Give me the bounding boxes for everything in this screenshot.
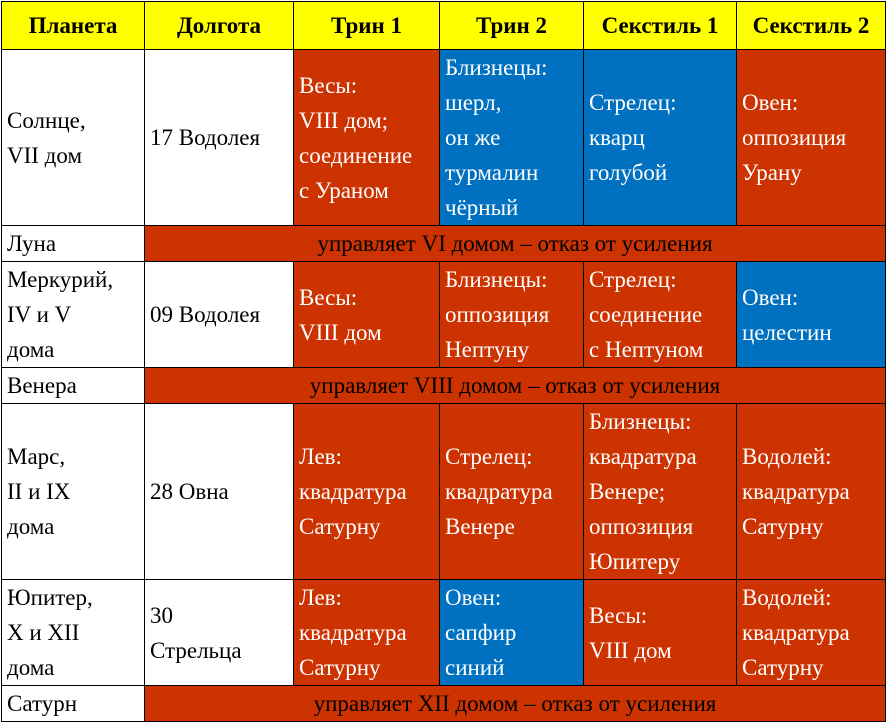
- aspect-line: Водолей:: [742, 585, 832, 610]
- longitude-line: Стрельца: [150, 637, 242, 663]
- planet-line: дома: [7, 655, 55, 680]
- aspect-line: сапфир: [445, 620, 517, 645]
- astrology-table: [1, 1, 886, 722]
- header-row: [2, 2, 886, 50]
- refusal-note-saturn: управляет XII домом – отказ от усиления: [145, 686, 886, 722]
- aspect-line: Юпитеру: [589, 549, 681, 574]
- planet-line: дома: [7, 337, 55, 362]
- table-row-sun: [2, 50, 886, 226]
- header-trine-1: Трин 1: [294, 2, 440, 50]
- aspect-line: Овен:: [742, 90, 799, 115]
- longitude-cell-jupiter: [145, 580, 294, 686]
- aspect-line: Водолей:: [742, 444, 832, 469]
- aspect-line: с Ураном: [299, 177, 389, 203]
- aspect-line: Сатурну: [299, 514, 381, 539]
- longitude-cell-mercury: [145, 262, 294, 368]
- planet-line: Юпитер,: [7, 585, 93, 610]
- aspect-line: VIII дом;: [299, 107, 389, 133]
- sextile1-cell-sun: [584, 50, 737, 226]
- aspect-line: Стрелец:: [589, 90, 677, 115]
- trine1-cell-mars: [294, 404, 440, 580]
- aspect-line: Сатурну: [299, 655, 381, 680]
- trine2-cell-sun: [440, 50, 584, 226]
- aspect-line: Сатурну: [742, 514, 824, 539]
- aspect-line: Весы:: [589, 602, 648, 628]
- planet-line: Марс,: [7, 444, 66, 469]
- table-row-mars: [2, 404, 886, 580]
- aspect-line: Стрелец:: [445, 444, 533, 469]
- aspect-line: VIII дом: [589, 637, 672, 663]
- sextile2-cell-jupiter: [737, 580, 886, 686]
- table-row-moon: [2, 226, 886, 262]
- aspect-line: квадратура: [742, 479, 850, 504]
- planet-line: IV и V: [7, 302, 72, 327]
- header-sextile-2: Секстиль 2: [737, 2, 886, 50]
- trine1-cell-mercury: [294, 262, 440, 368]
- aspect-line: Венере;: [589, 479, 666, 504]
- table-row-jupiter: [2, 580, 886, 686]
- aspect-line: оппозиция: [589, 514, 694, 539]
- aspect-line: с Нептуном: [589, 337, 704, 362]
- table-row-saturn: [2, 686, 886, 722]
- planet-cell-venus: [2, 368, 145, 404]
- aspect-line: Овен:: [742, 284, 799, 310]
- planet-cell-mercury: [2, 262, 145, 368]
- aspect-line: Венере: [445, 514, 515, 539]
- longitude-line: 28 Овна: [150, 479, 229, 504]
- aspect-line: шерл,: [445, 90, 502, 115]
- aspect-line: квадратура: [299, 620, 407, 645]
- aspect-line: Близнецы:: [445, 267, 548, 292]
- trine2-cell-mercury: [440, 262, 584, 368]
- trine2-cell-jupiter: [440, 580, 584, 686]
- planet-line: дома: [7, 514, 55, 539]
- table-row-venus: [2, 368, 886, 404]
- aspect-line: синий: [445, 655, 505, 680]
- aspect-line: оппозиция: [445, 302, 550, 327]
- table-row-mercury: [2, 262, 886, 368]
- longitude-cell-mars: [145, 404, 294, 580]
- refusal-note-venus: управляет VIII домом – отказ от усиления: [145, 368, 886, 404]
- planet-cell-sun: [2, 50, 145, 226]
- aspect-line: квадратура: [445, 479, 553, 504]
- aspect-line: квадратура: [299, 479, 407, 504]
- trine2-cell-mars: [440, 404, 584, 580]
- planet-cell-jupiter: [2, 580, 145, 686]
- planet-line: X и XII: [7, 620, 80, 645]
- aspect-line: он же: [445, 125, 501, 150]
- aspect-line: оппозиция: [742, 125, 847, 150]
- header-planet: Планета: [2, 2, 145, 50]
- longitude-cell-sun: [145, 50, 294, 226]
- aspect-line: кварц: [589, 125, 645, 150]
- trine1-cell-sun: [294, 50, 440, 226]
- refusal-note-moon: управляет VI домом – отказ от усиления: [145, 226, 886, 262]
- aspect-line: Нептуну: [445, 337, 530, 362]
- sextile1-cell-mercury: [584, 262, 737, 368]
- longitude-line: 30: [150, 602, 173, 628]
- planet-line: Луна: [7, 231, 57, 256]
- aspect-line: квадратура: [589, 444, 697, 469]
- aspect-line: соединение: [299, 142, 413, 168]
- aspect-line: целестин: [742, 319, 832, 345]
- aspect-line: голубой: [589, 160, 668, 185]
- aspect-line: квадратура: [742, 620, 850, 645]
- sextile2-cell-sun: [737, 50, 886, 226]
- header-trine-2: Трин 2: [440, 2, 584, 50]
- aspect-line: VIII дом: [299, 319, 382, 345]
- aspect-line: турмалин: [445, 160, 539, 185]
- sextile2-cell-mars: [737, 404, 886, 580]
- planet-line: Солнце,: [7, 107, 86, 133]
- sextile1-cell-mars: [584, 404, 737, 580]
- sextile1-cell-jupiter: [584, 580, 737, 686]
- aspect-line: соединение: [589, 302, 703, 327]
- aspect-line: Сатурну: [742, 655, 824, 680]
- aspect-line: Близнецы:: [589, 409, 692, 434]
- planet-line: II и IX: [7, 479, 71, 504]
- planet-line: Сатурн: [7, 691, 78, 716]
- planet-line: Венера: [7, 373, 77, 398]
- aspect-line: Весы:: [299, 72, 358, 98]
- header-sextile-1: Секстиль 1: [584, 2, 737, 50]
- trine1-cell-jupiter: [294, 580, 440, 686]
- planet-line: Меркурий,: [7, 267, 114, 292]
- planet-cell-saturn: [2, 686, 145, 722]
- aspect-line: Овен:: [445, 585, 502, 610]
- aspect-line: Весы:: [299, 284, 358, 310]
- longitude-line: 17 Водолея: [150, 125, 261, 150]
- aspect-line: Лев:: [299, 585, 342, 610]
- longitude-line: 09 Водолея: [150, 302, 261, 327]
- planet-line: VII дом: [7, 142, 82, 168]
- aspect-line: Близнецы:: [445, 55, 548, 80]
- aspect-line: Стрелец:: [589, 267, 677, 292]
- aspect-line: Урану: [742, 160, 802, 185]
- planet-cell-moon: [2, 226, 145, 262]
- sextile2-cell-mercury: [737, 262, 886, 368]
- aspect-line: Лев:: [299, 444, 342, 469]
- planet-cell-mars: [2, 404, 145, 580]
- aspect-line: чёрный: [445, 195, 519, 220]
- header-longitude: Долгота: [145, 2, 294, 50]
